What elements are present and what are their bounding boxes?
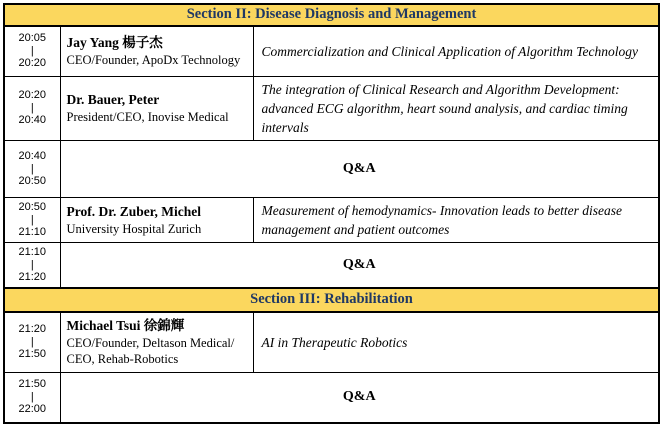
table-row — [4, 76, 659, 140]
time-range — [4, 372, 60, 423]
time-end: 20:50 — [18, 174, 47, 187]
time-end: 20:40 — [18, 114, 47, 126]
time-start: 20:05 — [18, 32, 47, 45]
time-start: 21:50 — [18, 378, 47, 391]
time-separator: | — [30, 45, 34, 58]
qa-label: Q&A — [60, 140, 659, 197]
speaker-name: Prof. Dr. Zuber, Michel — [66, 203, 201, 219]
table-row — [4, 140, 659, 197]
time-range — [4, 242, 60, 288]
table-row — [4, 242, 659, 288]
table-row — [4, 312, 659, 372]
time-end: 22:00 — [18, 403, 47, 416]
talk-topic: Commercialization and Clinical Application of Algorithm Technology — [253, 26, 659, 76]
speaker-affiliation: President/CEO, Inovise Medical — [66, 110, 229, 124]
speaker-affiliation: CEO/Founder, ApoDx Technology — [66, 53, 241, 68]
time-end: 21:10 — [18, 225, 47, 238]
table-row — [4, 26, 659, 76]
talk-topic: AI in Therapeutic Robotics — [253, 312, 659, 372]
time-separator: | — [30, 162, 34, 175]
time-start: 20:50 — [18, 200, 47, 213]
speaker-cell — [60, 312, 253, 372]
table-row — [4, 372, 659, 423]
time-start: 21:20 — [18, 323, 47, 336]
time-range — [4, 140, 60, 197]
speaker-name: Michael Tsui 徐錦輝 — [66, 318, 185, 334]
time-end: 21:50 — [18, 348, 47, 361]
table-row — [4, 4, 659, 26]
speaker-cell — [60, 197, 253, 242]
time-range — [4, 312, 60, 372]
speaker-name: Dr. Bauer, Peter — [66, 92, 160, 107]
speaker-cell — [60, 26, 253, 76]
time-range — [4, 197, 60, 242]
talk-topic: The integration of Clinical Research and Algorithm Development: advanced ECG algorithm, heart sound analysis, and cardiac timing intervals — [253, 76, 659, 140]
section-header: Section II: Disease Diagnosis and Management — [4, 4, 659, 26]
time-separator: | — [30, 258, 34, 271]
table-row — [4, 197, 659, 242]
qa-label: Q&A — [60, 372, 659, 423]
time-range — [4, 76, 60, 140]
time-end: 21:20 — [18, 270, 47, 283]
speaker-name: Jay Yang 楊子杰 — [66, 35, 163, 51]
time-start: 20:40 — [18, 149, 47, 162]
time-separator: | — [30, 213, 34, 226]
speaker-affiliation: University Hospital Zurich — [66, 221, 202, 236]
schedule-table — [3, 3, 660, 424]
talk-topic: Measurement of hemodynamics- Innovation leads to better disease management and patient outcomes — [253, 197, 659, 242]
table-row — [4, 288, 659, 312]
time-start: 20:20 — [18, 89, 47, 101]
time-separator: | — [30, 336, 34, 349]
speaker-cell — [60, 76, 253, 140]
section-header: Section III: Rehabilitation — [4, 288, 659, 312]
time-start: 21:10 — [18, 245, 47, 258]
time-range — [4, 26, 60, 76]
speaker-affiliation: CEO/Founder, Deltason Medical/ CEO, Rehab-Robotics — [66, 336, 235, 367]
time-end: 20:20 — [18, 57, 47, 70]
qa-label: Q&A — [60, 242, 659, 288]
time-separator: | — [30, 391, 34, 404]
time-separator: | — [30, 102, 34, 114]
